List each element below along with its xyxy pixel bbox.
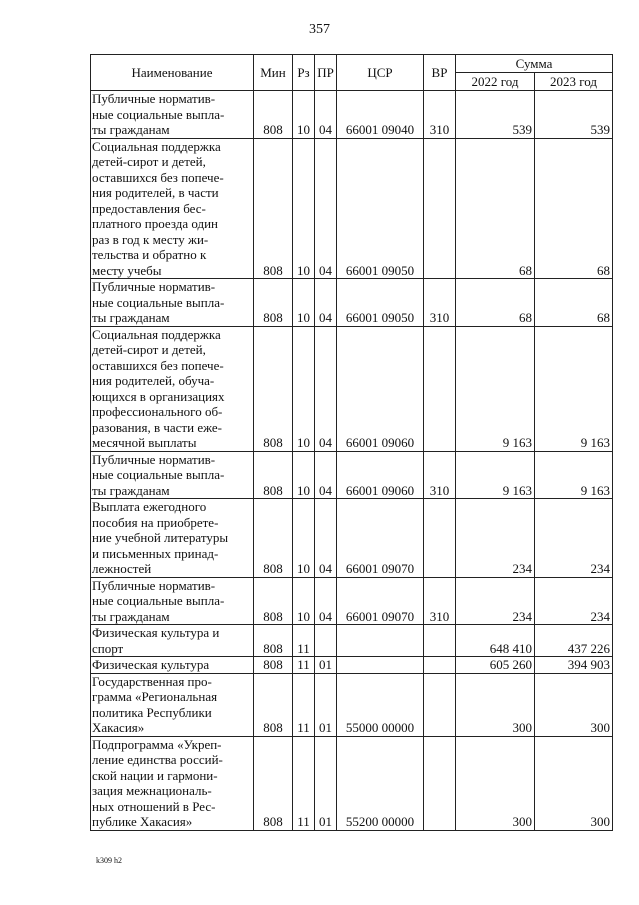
cell-name: Публичные норматив- ные социальные выпла- ты гражданам [91,577,254,625]
cell-rz: 10 [293,577,315,625]
cell-pr: 04 [315,279,337,327]
cell-min: 808 [254,625,293,657]
cell-rz: 10 [293,138,315,279]
cell-vr: 310 [424,91,456,139]
cell-2022: 68 [456,279,535,327]
cell-csr: 66001 09070 [337,499,424,578]
cell-vr [424,625,456,657]
cell-min: 808 [254,279,293,327]
cell-2022: 234 [456,577,535,625]
cell-2023: 68 [535,279,613,327]
cell-rz: 10 [293,279,315,327]
table-row [91,499,613,578]
cell-rz: 11 [293,657,315,674]
cell-2022: 68 [456,138,535,279]
cell-min: 808 [254,138,293,279]
cell-name: Публичные норматив- ные социальные выпла- ты гражданам [91,91,254,139]
cell-pr: 04 [315,499,337,578]
cell-2022: 605 260 [456,657,535,674]
cell-csr [337,657,424,674]
cell-vr [424,138,456,279]
cell-vr: 310 [424,451,456,499]
header-min: Мин [254,55,293,91]
table-row [91,326,613,451]
cell-rz: 11 [293,673,315,736]
cell-2023: 68 [535,138,613,279]
cell-rz: 10 [293,91,315,139]
cell-2022: 648 410 [456,625,535,657]
cell-min: 808 [254,91,293,139]
cell-name: Социальная поддержка детей-сирот и детей, оставшихся без попече- ния родителей, обуча- ющихся в организациях профессионального об- разования, в части еже- месячной выплаты [91,326,254,451]
cell-vr: 310 [424,577,456,625]
cell-csr: 66001 09060 [337,326,424,451]
cell-2023: 9 163 [535,451,613,499]
header-csr: ЦСР [337,55,424,91]
cell-name: Социальная поддержка детей-сирот и детей, оставшихся без попече- ния родителей, в части предоставления бес- платного проезда один раз в год к месту жи- тельства и обратно к месту учебы [91,138,254,279]
cell-csr: 66001 09040 [337,91,424,139]
table-row [91,279,613,327]
cell-pr: 01 [315,673,337,736]
cell-2022: 300 [456,736,535,830]
header-name: Наименование [91,55,254,91]
cell-2023: 437 226 [535,625,613,657]
cell-vr [424,736,456,830]
cell-pr: 04 [315,138,337,279]
footer-code: k309 h2 [96,856,122,865]
cell-2023: 9 163 [535,326,613,451]
header-year-2023: 2023 год [535,73,613,91]
cell-2022: 300 [456,673,535,736]
cell-2023: 300 [535,736,613,830]
cell-2022: 9 163 [456,451,535,499]
cell-vr [424,657,456,674]
cell-rz: 11 [293,736,315,830]
cell-vr: 310 [424,279,456,327]
cell-pr: 04 [315,91,337,139]
cell-rz: 11 [293,625,315,657]
table-row [91,91,613,139]
cell-name: Физическая культура [91,657,254,674]
cell-name: Выплата ежегодного пособия на приобрете- ние учебной литературы и письменных принад- лежностей [91,499,254,578]
cell-min: 808 [254,736,293,830]
cell-pr: 04 [315,326,337,451]
header-sum: Сумма [456,55,613,73]
table-row [91,451,613,499]
header-vr: ВР [424,55,456,91]
cell-pr: 04 [315,451,337,499]
cell-name: Физическая культура и спорт [91,625,254,657]
cell-rz: 10 [293,451,315,499]
cell-rz: 10 [293,326,315,451]
cell-pr: 04 [315,577,337,625]
cell-min: 808 [254,326,293,451]
cell-2023: 394 903 [535,657,613,674]
header-pr: ПР [315,55,337,91]
cell-min: 808 [254,673,293,736]
table-row [91,736,613,830]
cell-min: 808 [254,577,293,625]
cell-pr: 01 [315,736,337,830]
cell-rz: 10 [293,499,315,578]
cell-vr [424,326,456,451]
budget-table [90,54,613,831]
cell-2022: 539 [456,91,535,139]
cell-name: Публичные норматив- ные социальные выпла- ты гражданам [91,279,254,327]
table-body [91,91,613,831]
header-year-2022: 2022 год [456,73,535,91]
cell-2023: 539 [535,91,613,139]
cell-csr [337,625,424,657]
cell-name: Государственная про- грамма «Региональная политика Республики Хакасия» [91,673,254,736]
table-row [91,673,613,736]
table-row [91,577,613,625]
cell-pr: 01 [315,657,337,674]
cell-csr: 55200 00000 [337,736,424,830]
cell-name: Публичные норматив- ные социальные выпла- ты гражданам [91,451,254,499]
table-row [91,138,613,279]
cell-name: Подпрограмма «Укреп- ление единства россий- ской нации и гармони- зация межнациональ- ных отношений в Рес- публике Хакасия» [91,736,254,830]
cell-vr [424,499,456,578]
cell-2023: 234 [535,499,613,578]
cell-pr [315,625,337,657]
table-row [91,625,613,657]
cell-vr [424,673,456,736]
cell-csr: 55000 00000 [337,673,424,736]
cell-csr: 66001 09070 [337,577,424,625]
header-rz: Рз [293,55,315,91]
cell-2023: 300 [535,673,613,736]
cell-2022: 9 163 [456,326,535,451]
cell-min: 808 [254,499,293,578]
cell-csr: 66001 09050 [337,279,424,327]
cell-2023: 234 [535,577,613,625]
cell-csr: 66001 09060 [337,451,424,499]
cell-min: 808 [254,451,293,499]
cell-min: 808 [254,657,293,674]
table-row [91,657,613,674]
page-number: 357 [309,22,330,37]
cell-2022: 234 [456,499,535,578]
cell-csr: 66001 09050 [337,138,424,279]
